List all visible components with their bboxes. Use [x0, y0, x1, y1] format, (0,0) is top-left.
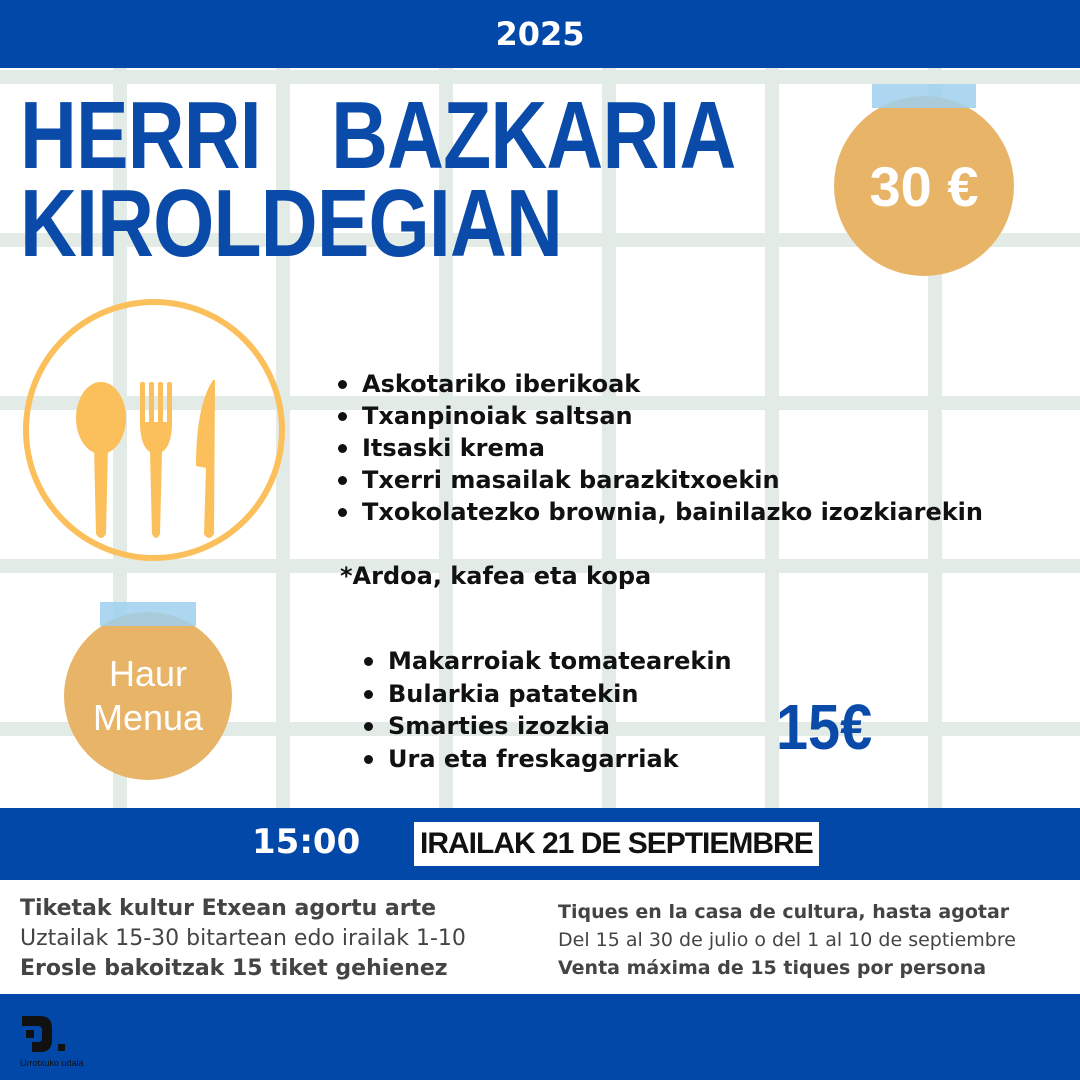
menu-item: Txerri masailak barazkitxoekin [338, 464, 983, 496]
kids-menu-item: Ura eta freskagarriak [364, 743, 732, 776]
footer-bar [0, 994, 1080, 1080]
drinks-note: *Ardoa, kafea eta kopa [340, 562, 652, 590]
adult-price-badge [834, 96, 1014, 276]
tickets-info-basque [20, 894, 466, 984]
kids-menu-badge [64, 612, 232, 780]
logo-caption: Urrotxuko udala [20, 1058, 84, 1068]
tape-decoration [100, 602, 196, 626]
kids-menu-item: Bularkia patatekin [364, 678, 732, 711]
title-line-1: HERRI BAZKARIA [20, 82, 736, 189]
kids-menu-item: Makarroiak tomatearekin [364, 645, 732, 678]
kids-menu-list [364, 645, 732, 775]
tape-decoration [872, 84, 976, 108]
kids-badge-line-1: Haur [108, 653, 188, 694]
page-title [20, 82, 736, 277]
kids-price: 15€ [776, 691, 873, 763]
tickets-es-line-3: Venta máxima de 15 tiques por persona [558, 957, 987, 979]
tickets-eu-line-3: Erosle bakoitzak 15 tiket gehienez [20, 956, 448, 981]
menu-item: Itsaski krema [338, 432, 983, 464]
adult-price: 30 € [869, 154, 979, 218]
year-label: 2025 [495, 15, 585, 53]
tickets-es-line-2: Del 15 al 30 de julio o del 1 al 10 de septiembre [558, 929, 1016, 951]
tickets-eu-line-1: Tiketak kultur Etxean agortu arte [20, 896, 437, 921]
menu-list [338, 368, 983, 528]
menu-item: Txanpinoiak saltsan [338, 400, 983, 432]
event-date [414, 822, 819, 866]
title-line-2: KIROLDEGIAN [20, 170, 563, 277]
menu-item: Txokolatezko brownia, bainilazko izozkiarekin [338, 496, 983, 528]
event-time: 15:00 [252, 822, 361, 862]
cutlery-icon [20, 296, 288, 564]
kids-menu-item: Smarties izozkia [364, 710, 732, 743]
year-banner [0, 0, 1080, 68]
event-date-label: IRAILAK 21 DE SEPTIEMBRE [420, 827, 813, 860]
tickets-info-spanish [558, 898, 1016, 982]
menu-item: Askotariko iberikoak [338, 368, 983, 400]
kids-badge-line-2: Menua [92, 697, 204, 738]
tickets-eu-line-2: Uztailak 15-30 bitartean edo irailak 1-10 [20, 926, 466, 951]
tickets-es-line-1: Tiques en la casa de cultura, hasta agotar [558, 901, 1010, 923]
